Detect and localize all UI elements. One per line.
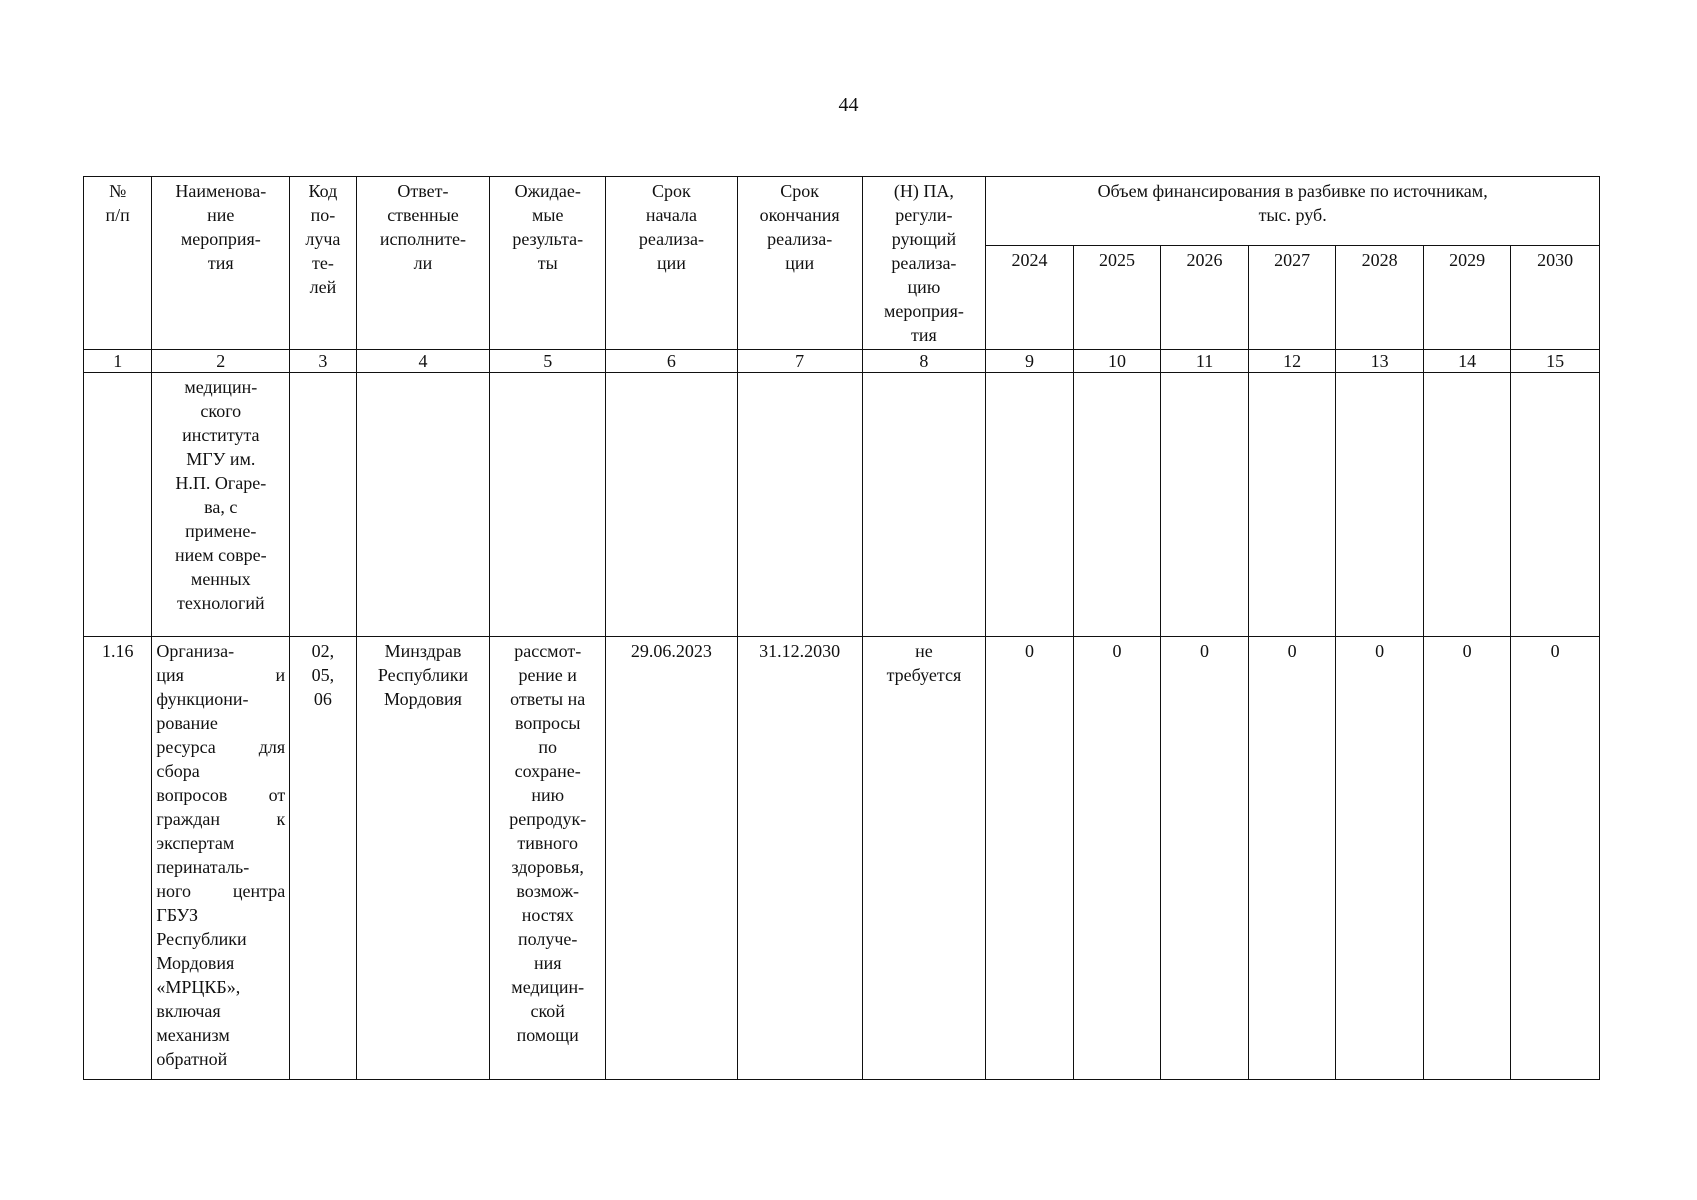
cell-name: медицин- ского института МГУ им. Н.П. Огаре- ва, с примене- нием совре- менных технологий <box>152 373 290 637</box>
name-line: функциони- <box>156 689 249 709</box>
cell-funding <box>1161 373 1249 637</box>
cell-funding <box>1336 373 1424 637</box>
column-number: 3 <box>290 350 356 373</box>
name-line: Республики <box>156 929 247 949</box>
name-line: ГБУЗ <box>156 905 199 925</box>
cell-funding <box>986 373 1074 637</box>
header-results: Ожидае- мые результа- ты <box>490 177 606 350</box>
cell-end: 31.12.2030 <box>737 637 862 1080</box>
column-number: 14 <box>1423 350 1511 373</box>
header-end: Срок окончания реализа- ции <box>737 177 862 350</box>
header-npa: (Н) ПА, регули- рующий реализа- цию мероприя- тия <box>862 177 986 350</box>
header-year: 2025 <box>1073 246 1161 350</box>
cell-name <box>152 637 290 1080</box>
column-number: 9 <box>986 350 1074 373</box>
cell-funding-2024: 0 <box>986 637 1074 1080</box>
cell-funding-2029: 0 <box>1423 637 1511 1080</box>
cell-npa <box>862 373 986 637</box>
page-number: 44 <box>838 94 859 116</box>
activities-table <box>83 176 1600 1080</box>
column-number: 7 <box>737 350 862 373</box>
header-year: 2024 <box>986 246 1074 350</box>
column-number: 11 <box>1161 350 1249 373</box>
column-number: 10 <box>1073 350 1161 373</box>
header-start: Срок начала реализа- ции <box>606 177 738 350</box>
header-codes: Код по- луча те- лей <box>290 177 356 350</box>
column-number: 5 <box>490 350 606 373</box>
cell-funding-2025: 0 <box>1073 637 1161 1080</box>
header-responsible: Ответ- ственные исполните- ли <box>356 177 490 350</box>
column-number: 1 <box>84 350 152 373</box>
name-line: экспертам <box>156 833 235 853</box>
column-number: 6 <box>606 350 738 373</box>
header-year: 2028 <box>1336 246 1424 350</box>
name-line: механизм <box>156 1025 230 1045</box>
cell-start: 29.06.2023 <box>606 637 738 1080</box>
name-line: обратной <box>156 1049 228 1069</box>
header-year: 2029 <box>1423 246 1511 350</box>
cell-responsible <box>356 373 490 637</box>
name-line: рование <box>156 713 218 733</box>
cell-funding <box>1511 373 1600 637</box>
header-year: 2027 <box>1248 246 1336 350</box>
header-num: № п/п <box>84 177 152 350</box>
cell-funding <box>1423 373 1511 637</box>
header-name: Наименова- ние мероприя- тия <box>152 177 290 350</box>
cell-start <box>606 373 738 637</box>
name-line: «МРЦКБ», <box>156 977 241 997</box>
cell-funding-2027: 0 <box>1248 637 1336 1080</box>
column-number: 2 <box>152 350 290 373</box>
cell-funding-2026: 0 <box>1161 637 1249 1080</box>
cell-funding <box>1073 373 1161 637</box>
column-number: 12 <box>1248 350 1336 373</box>
cell-funding-2028: 0 <box>1336 637 1424 1080</box>
name-line: ресурса для <box>156 737 286 757</box>
cell-funding <box>1248 373 1336 637</box>
name-line: сбора <box>156 761 200 781</box>
column-number: 13 <box>1336 350 1424 373</box>
name-line: граждан к <box>156 809 286 829</box>
cell-responsible: Минздрав Республики Мордовия <box>356 637 490 1080</box>
name-line: Мордовия <box>156 953 235 973</box>
table-row-continuation <box>84 373 1600 637</box>
cell-funding-2030: 0 <box>1511 637 1600 1080</box>
name-line: вопросов от <box>156 785 286 805</box>
cell-num <box>84 373 152 637</box>
name-line: ного центра <box>156 881 286 901</box>
cell-results <box>490 373 606 637</box>
cell-num: 1.16 <box>84 637 152 1080</box>
cell-end <box>737 373 862 637</box>
column-number: 8 <box>862 350 986 373</box>
header-funding: Объем финансирования в разбивке по источникам, тыс. руб. <box>986 177 1600 246</box>
name-line: Организа- <box>156 641 235 661</box>
cell-npa: не требуется <box>862 637 986 1080</box>
header-year: 2030 <box>1511 246 1600 350</box>
name-line: перинаталь- <box>156 857 250 877</box>
table-row-1-16 <box>84 637 1600 1080</box>
column-number: 4 <box>356 350 490 373</box>
column-number: 15 <box>1511 350 1600 373</box>
cell-results: рассмот- рение и ответы на вопросы по сохране- нию репродук- тивного здоровья, возмож- ностях получе- ния медицин- ской помощи <box>490 637 606 1080</box>
cell-codes: 02, 05, 06 <box>290 637 356 1080</box>
name-line: включая <box>156 1001 221 1021</box>
column-number-row <box>84 350 1600 373</box>
name-line: ция и <box>156 665 286 685</box>
cell-codes <box>290 373 356 637</box>
header-year: 2026 <box>1161 246 1249 350</box>
